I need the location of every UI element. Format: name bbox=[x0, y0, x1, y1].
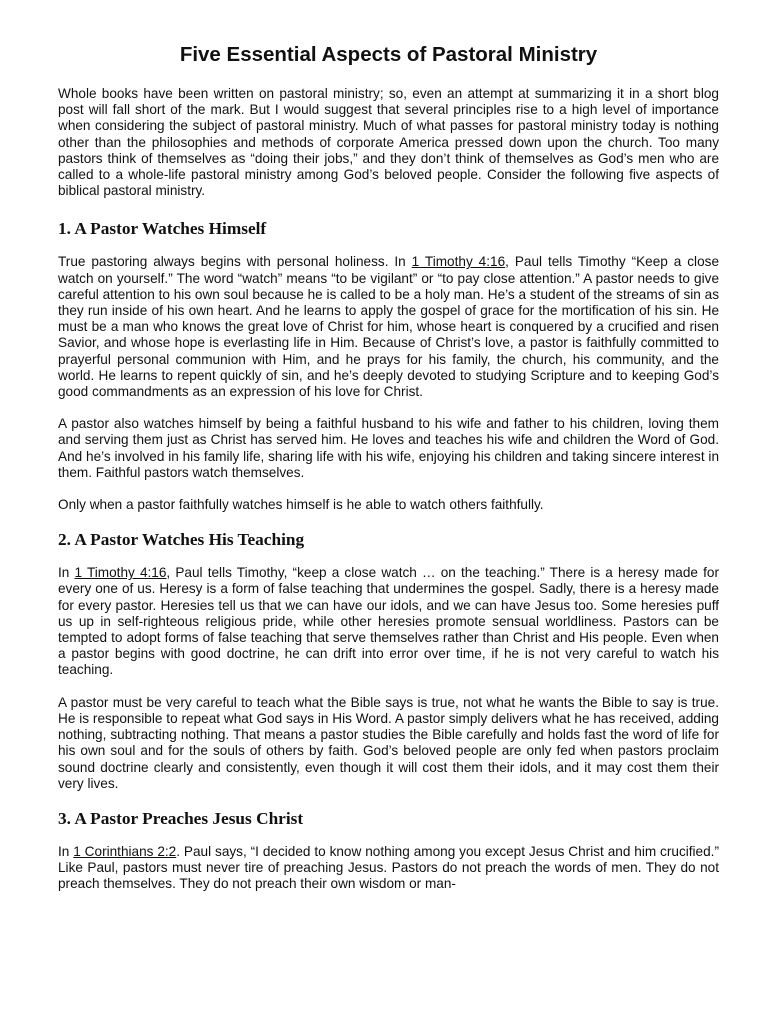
section-1-paragraph-1 bbox=[58, 254, 719, 400]
section-heading-3: 3. A Pastor Preaches Jesus Christ bbox=[58, 808, 304, 828]
text-run: True pastoring always begins with personal holiness. In bbox=[58, 254, 412, 270]
page-title: Five Essential Aspects of Pastoral Ministry bbox=[179, 43, 598, 66]
intro-paragraph: Whole books have been written on pastoral ministry; so, even an attempt at summarizing it in a short blog post will fall short of the mark. But I would suggest that several principles rise to a high level of importance when considering the subject of pastoral ministry. Much of what passes for pastoral ministry today is nothing other than the philosophies and methods of corporate America pressed down upon the church. Too many pastors think of themselves as “doing their jobs,” and they don’t think of themselves as God’s men who are called to a whole-life pastoral ministry among God’s beloved people. Consider the following five aspects of biblical pastoral ministry. bbox=[58, 86, 719, 199]
scripture-link-1-timothy-4-16[interactable]: 1 Timothy 4:16 bbox=[411, 254, 506, 270]
section-1-paragraph-2: A pastor also watches himself by being a faithful husband to his wife and father to his children, loving them and serving them just as Christ has served him. He loves and teaches his wife and children the Word of God. And he’s involved in his family life, sharing life with his wife, enjoying his children and taking sincere interest in them. Faithful pastors watch themselves. bbox=[58, 416, 719, 480]
section-2-paragraph-1 bbox=[58, 565, 719, 678]
section-3-paragraph-1 bbox=[58, 844, 719, 893]
text-run: In bbox=[58, 843, 74, 859]
text-run: , Paul tells Timothy, “keep a close watch … on the teaching.” There is a heresy made for every one of us. Heresy is a form of false teaching that undermines the gospel. Sadly, there is a heresy made for every pastor. Heresies tell us that we can have our idols, and we can have Jesus too. Some heresies puff us up in self-righteous religious pride, while other heresies promote sensual worldliness. Pastors can be tempted to adopt forms of false teaching that serve themselves rather than Christ and His people. Even when a pastor begins with good doctrine, he can drift into error over time, if he is not very careful to watch his teaching. bbox=[58, 565, 719, 678]
section-heading-2: 2. A Pastor Watches His Teaching bbox=[58, 530, 305, 550]
text-run: , Paul tells Timothy “Keep a close watch on yourself.” The word “watch” means “to be vigilant” or “to pay close attention.” A pastor needs to give careful attention to his own soul because he is called to be a holy man. He’s a student of the streams of sin as they run inside of his own heart. And he learns to apply the gospel of grace for the mortification of his sin. He must be a man who knows the great love of Christ for him, whose heart is conquered by a crucified and risen Savior, and whose hope is everlasting life in Him. Because of Christ’s love, a pastor is faithfully committed to prayerful personal communion with Him, and he prays for his family, the church, his community, and the world. He learns to repent quickly of sin, and he’s deeply devoted to studying Scripture and to keeping God’s good commandments as an expression of his love for Christ. bbox=[58, 254, 719, 400]
text-run: In bbox=[58, 565, 75, 581]
text-run: . Paul says, “I decided to know nothing among you except Jesus Christ and him crucified.” Like Paul, pastors must never tire of preaching Jesus. Pastors do not preach the words of men. They do not preach themselves. They do not preach their own wisdom or man- bbox=[58, 843, 719, 892]
scripture-link-1-corinthians-2-2[interactable]: 1 Corinthians 2:2 bbox=[73, 843, 177, 859]
section-2-paragraph-2: A pastor must be very careful to teach what the Bible says is true, not what he wants the Bible to say is true. He is responsible to repeat what God says in His Word. A pastor simply delivers what he has received, adding nothing, subtracting nothing. That means a pastor studies the Bible carefully and holds fast the word of life for his own soul and for the souls of others by faith. God’s beloved people are only fed when pastors proclaim sound doctrine clearly and consistently, even though it will cost them their idols, and it may cost them their very lives. bbox=[58, 694, 719, 791]
section-1-paragraph-3: Only when a pastor faithfully watches himself is he able to watch others faithfully. bbox=[58, 497, 544, 513]
scripture-link-1-timothy-4-16[interactable]: 1 Timothy 4:16 bbox=[74, 565, 167, 581]
section-heading-1: 1. A Pastor Watches Himself bbox=[58, 219, 267, 239]
